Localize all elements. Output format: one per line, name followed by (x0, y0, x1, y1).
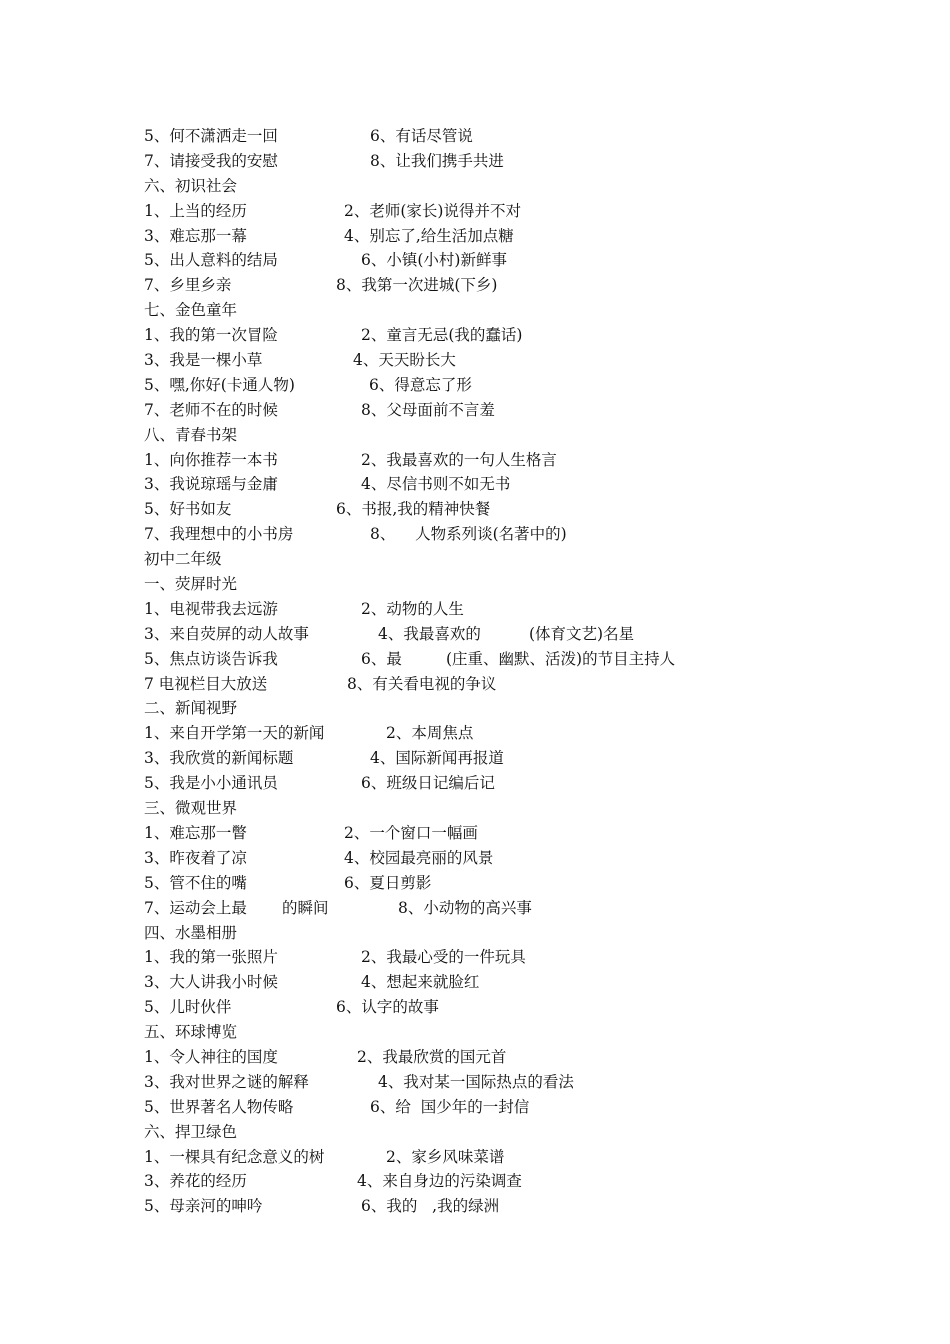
topic-row (144, 647, 864, 672)
topic-row (144, 622, 864, 647)
topic-item-left: 7 电视栏目大放送 (144, 674, 268, 693)
topic-row (144, 896, 864, 921)
section-heading (144, 1120, 864, 1145)
topic-item-left: 1、来自开学第一天的新闻 (144, 724, 325, 743)
heading-text: 二、新闻视野 (144, 699, 238, 718)
topic-item-left: 5、何不潇洒走一回 (144, 127, 278, 145)
topic-row (144, 771, 864, 796)
topic-item-left: 1、难忘那一瞥 (144, 823, 247, 842)
topic-row (144, 970, 864, 995)
section-heading (144, 423, 864, 448)
topic-item-right: 2、我最欣赏的国元首 (357, 1047, 507, 1066)
topic-item-left: 5、管不住的嘴 (144, 873, 247, 892)
topic-item-right: 4、校园最亮丽的风景 (344, 848, 494, 867)
topic-item-right: 2、我最喜欢的一句人生格言 (361, 450, 557, 469)
topic-row (144, 199, 864, 224)
topic-item-left: 7、请接受我的安慰 (144, 151, 278, 170)
topic-row (144, 522, 864, 547)
topic-row (144, 1095, 864, 1120)
topic-item-right: 4、来自身边的污染调查 (357, 1172, 522, 1191)
topic-row (144, 721, 864, 746)
topic-item-right: 4、天天盼长大 (353, 351, 456, 370)
topic-item-left: 7、老师不在的时候 (144, 400, 278, 419)
topic-item-left: 5、出人意料的结局 (144, 251, 278, 270)
topic-row (144, 1169, 864, 1194)
topic-row (144, 448, 864, 473)
topic-item-right: 6、最 (361, 649, 402, 668)
topic-item-right: 6、有话尽管说 (370, 127, 473, 145)
topic-row (144, 597, 864, 622)
section-heading (144, 298, 864, 323)
topic-item-right: 2、老师(家长)说得并不对 (344, 201, 521, 220)
topic-item-left: 3、难忘那一幕 (144, 226, 247, 245)
topic-item-right: 8、父母面前不言羞 (361, 400, 495, 419)
heading-text: 七、金色童年 (144, 301, 238, 320)
topic-row (144, 672, 864, 697)
topic-item-left: 5、儿时伙伴 (144, 998, 232, 1017)
topic-item-right: 8、有关看电视的争议 (347, 674, 497, 693)
topic-item-left: 1、电视带我去远游 (144, 599, 278, 618)
topic-item-right: 的瞬间 (282, 898, 329, 917)
section-heading (144, 572, 864, 597)
topic-row (144, 472, 864, 497)
topic-item-right: 6、我的 ,我的绿洲 (361, 1197, 500, 1216)
topic-row (144, 846, 864, 871)
heading-text: 五、环球博览 (144, 1023, 238, 1042)
topic-item-right: 2、本周焦点 (386, 724, 474, 743)
topic-row (144, 124, 864, 149)
heading-text: 四、水墨相册 (144, 923, 238, 942)
topic-item-left: 7、运动会上最 (144, 898, 247, 917)
topic-item-left: 7、我理想中的小书房 (144, 525, 294, 544)
heading-text: 三、微观世界 (144, 799, 238, 818)
topic-row (144, 945, 864, 970)
topic-row (144, 1194, 864, 1219)
topic-row (144, 373, 864, 398)
topic-item-right: 4、别忘了,给生活加点糖 (344, 226, 514, 245)
topic-item-right: 4、我最喜欢的 (378, 624, 481, 643)
topic-item-left: 3、养花的经历 (144, 1172, 247, 1191)
topic-item-right: 4、我对某一国际热点的看法 (378, 1072, 574, 1091)
topic-item-left: 5、焦点访谈告诉我 (144, 649, 278, 668)
heading-text: 六、初识社会 (144, 176, 238, 195)
topic-row (144, 224, 864, 249)
heading-text: 初中二年级 (144, 550, 222, 569)
topic-row (144, 1145, 864, 1170)
topic-item-left: 5、世界著名人物传略 (144, 1097, 294, 1116)
topic-item-left: 3、我欣赏的新闻标题 (144, 749, 294, 768)
topic-item-right: 8、 人物系列谈(名著中的) (370, 525, 567, 544)
topic-row (144, 398, 864, 423)
topic-item-right: 8、让我们携手共进 (370, 151, 504, 170)
topic-item-left: 3、我对世界之谜的解释 (144, 1072, 309, 1091)
topic-item-extra: 8、小动物的高兴事 (398, 898, 532, 917)
topic-row (144, 323, 864, 348)
topic-item-right: 2、我最心受的一件玩具 (361, 948, 526, 967)
topic-item-left: 5、母亲河的呻吟 (144, 1197, 263, 1216)
section-heading (144, 921, 864, 946)
topic-row (144, 149, 864, 174)
topic-item-left: 3、我说琼瑶与金庸 (144, 475, 278, 494)
topic-item-right: 2、童言无忌(我的蠢话) (361, 326, 523, 345)
heading-text: 一、荧屏时光 (144, 575, 238, 594)
topic-item-left: 7、乡里乡亲 (144, 276, 232, 295)
topic-row (144, 995, 864, 1020)
topic-item-left: 5、好书如友 (144, 500, 232, 519)
topic-item-left: 3、大人讲我小时候 (144, 973, 278, 992)
section-heading (144, 796, 864, 821)
topic-item-left: 1、上当的经历 (144, 201, 247, 220)
topic-item-right: 8、我第一次进城(下乡) (336, 276, 498, 295)
topic-item-right: 2、动物的人生 (361, 599, 464, 618)
topic-item-left: 1、我的第一张照片 (144, 948, 278, 967)
topic-item-right: 6、给 国少年的一封信 (370, 1097, 530, 1116)
topic-item-left: 5、我是小小通讯员 (144, 774, 278, 793)
topic-item-left: 1、向你推荐一本书 (144, 450, 278, 469)
topic-item-right: 4、想起来就脸红 (361, 973, 480, 992)
topic-item-right: 2、家乡风味菜谱 (386, 1147, 505, 1166)
topic-row (144, 1045, 864, 1070)
topic-item-right: 4、尽信书则不如无书 (361, 475, 511, 494)
heading-text: 六、捍卫绿色 (144, 1122, 238, 1141)
topic-row (144, 273, 864, 298)
topic-item-right: 6、小镇(小村)新鲜事 (361, 251, 507, 270)
heading-text: 八、青春书架 (144, 425, 238, 444)
topic-row (144, 497, 864, 522)
topic-item-left: 3、昨夜着了凉 (144, 848, 247, 867)
topic-item-right: 6、夏日剪影 (344, 873, 432, 892)
topic-item-left: 3、来自荧屏的动人故事 (144, 624, 309, 643)
topic-item-right: 6、认字的故事 (336, 998, 439, 1017)
topic-row (144, 1070, 864, 1095)
topic-row (144, 871, 864, 896)
topic-list (144, 124, 864, 1219)
topic-item-right: 6、班级日记编后记 (361, 774, 495, 793)
section-heading (144, 174, 864, 199)
topic-item-extra: (体育文艺)名星 (529, 624, 635, 643)
topic-item-left: 1、令人神往的国度 (144, 1047, 278, 1066)
section-heading (144, 696, 864, 721)
topic-item-left: 1、我的第一次冒险 (144, 326, 278, 345)
topic-row (144, 746, 864, 771)
topic-item-left: 5、嘿,你好(卡通人物) (144, 375, 295, 394)
topic-item-right: 2、一个窗口一幅画 (344, 823, 478, 842)
topic-item-right: 4、国际新闻再报道 (370, 749, 504, 768)
topic-item-right: 6、得意忘了形 (369, 375, 472, 394)
topic-item-left: 3、我是一棵小草 (144, 351, 263, 370)
topic-item-right: 6、书报,我的精神快餐 (336, 500, 491, 519)
section-heading (144, 1020, 864, 1045)
topic-row (144, 248, 864, 273)
topic-row (144, 348, 864, 373)
topic-item-extra: (庄重、幽默、活泼)的节目主持人 (446, 649, 676, 668)
topic-row (144, 821, 864, 846)
topic-item-left: 1、一棵具有纪念意义的树 (144, 1147, 325, 1166)
section-heading (144, 547, 864, 572)
